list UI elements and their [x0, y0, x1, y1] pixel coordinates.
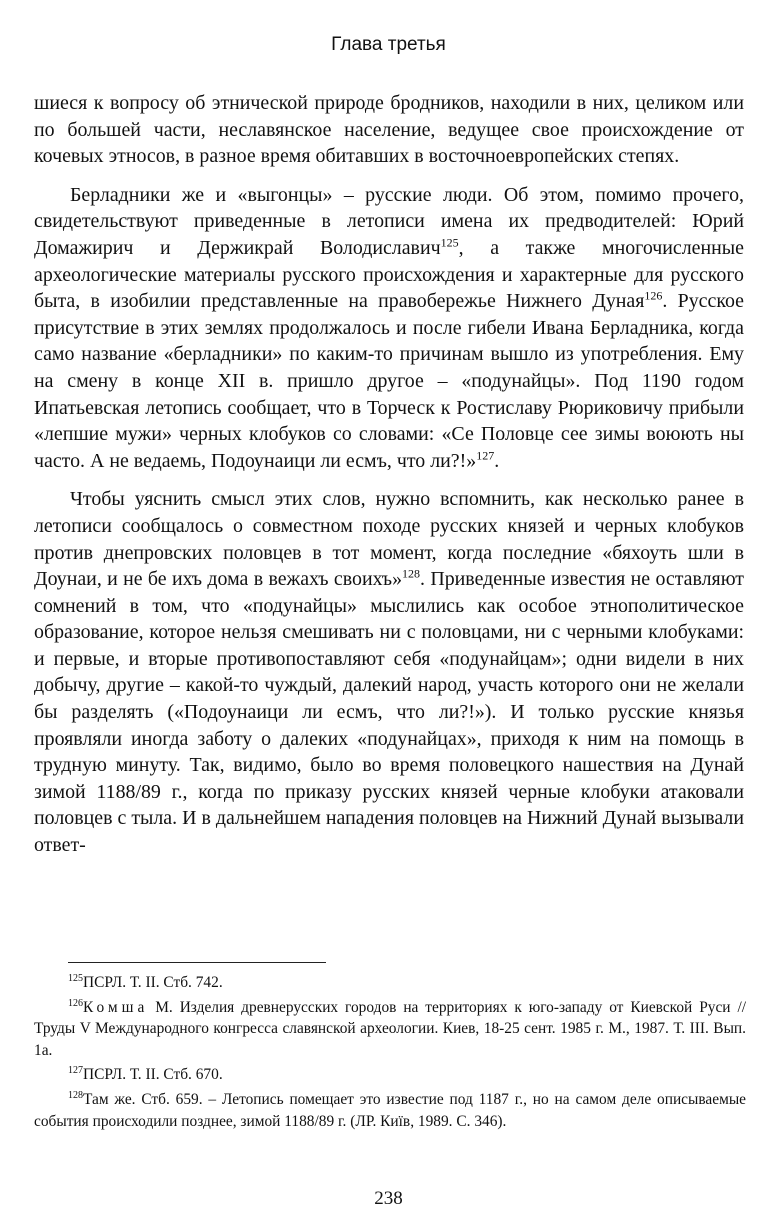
footnote-ref-126[interactable]: 126	[644, 288, 663, 303]
footnotes	[34, 972, 746, 1135]
paragraph-2-part-b: , а также многочисленные археологические материалы русского происхождения и характерные для русского быта, в изобилии представленные на правобережье Нижнего Дуная	[34, 236, 744, 313]
paragraph-2-part-a: Берладники же и «выгонцы» – русские люди. Об этом, помимо прочего, свидетельствуют приведенные в летописи имена их предводителей: Юрий Домажирич и Держикрай Володиславич	[34, 183, 744, 259]
footnote-number: 126	[68, 997, 83, 1009]
paragraph-2	[34, 182, 744, 475]
footnote-125	[34, 972, 746, 994]
footnote-text: М. Изделия древнерусских городов на территориях к юго-западу от Киевской Руси // Труды V Международного конгресса славянской археологии. Киев, 18-25 сент. 1985 г. М., 1987. Т. III. Вып. 1а.	[34, 998, 746, 1059]
footnote-text: ПСРЛ. Т. II. Стб. 670.	[83, 1066, 223, 1084]
main-text	[34, 90, 744, 871]
footnote-127	[34, 1064, 746, 1086]
page-number: 238	[374, 1188, 403, 1209]
paragraph-2-part-d: .	[494, 449, 500, 472]
footnote-number: 125	[68, 972, 83, 984]
running-header: Глава третья	[331, 34, 446, 55]
footnote-number: 127	[68, 1065, 83, 1077]
paragraph-1: шиеся к вопросу об этнической природе бродников, находили в них, целиком или по большей части, неславянское население, ведущее свое происхождение от кочевых этносов, в разное время обитавших в восточноевропейских степях.	[34, 92, 744, 168]
footnote-number: 128	[68, 1089, 83, 1101]
footnote-author: Комша	[83, 998, 149, 1016]
paragraph-3-part-a: Чтобы уяснить смысл этих слов, нужно вспомнить, как несколько ранее в летописи сообщалось о совместном походе русских князей и черных клобуков против днепровских половцев в тот момент, когда последние «бяхоуть шли в Доунаи, и не бе ихъ дома в вежахъ своихъ»	[34, 488, 744, 591]
footnote-text: ПСРЛ. Т. II. Стб. 742.	[83, 974, 223, 991]
footnote-ref-125[interactable]: 125	[440, 235, 459, 250]
footnote-text: Там же. Стб. 659. – Летопись помещает это известие под 1187 г., но на самом деле описываемые события происходили позднее, зимой 1188/89 г. (ЛР. Київ, 1989. С. 346).	[34, 1090, 746, 1130]
footnote-126	[34, 997, 746, 1062]
paragraph-3	[34, 486, 744, 858]
footnote-ref-128[interactable]: 128	[402, 566, 421, 581]
paragraph-2-part-c: . Русское присутствие в этих землях продолжалось и после гибели Ивана Берладника, когда само название «берладники» по каким-то причинам вышло из употребления. Ему на смену в конце XII в. пришло другое – «подунайцы». Под 1190 годом Ипатьевская летопись сообщает, что в Торческ к Ростиславу Рюриковичу прибыли «лепшие мужи» черных клобуков со словами: «Се Половце сее зимы воюють ны часто. А не ведаемь, Подоунаици ли есмъ, что ли?!»	[34, 290, 744, 472]
footnote-ref-127[interactable]: 127	[476, 448, 495, 463]
paragraph-3-part-b: . Приведенные известия не оставляют сомнений в том, что «подунайцы» мыслились как особое этнополитическое образование, которое нельзя смешивать ни с половцами, ни с черными клобуками: и первые, и вторые противопоставляют себя «подунайцам»; одни видели в них добычу, другие – какой-то чуждый, далекий народ, участь которого они не желали бы разделять («Подоунаици ли есмъ, что ли?!»). И только русские князья проявляли иногда заботу о далеких «подунайцах», приходя к ним на помощь в трудную минуту. Так, видимо, было во время половецкого нашествия на Дунай зимой 1188/89 г., когда по приказу русских князей черные клобуки атаковали половцев с тыла. И в дальнейшем нападения половцев на Нижний Дунай вызывали ответ-	[34, 568, 744, 857]
footnote-separator	[68, 962, 326, 963]
footnote-128	[34, 1089, 746, 1132]
